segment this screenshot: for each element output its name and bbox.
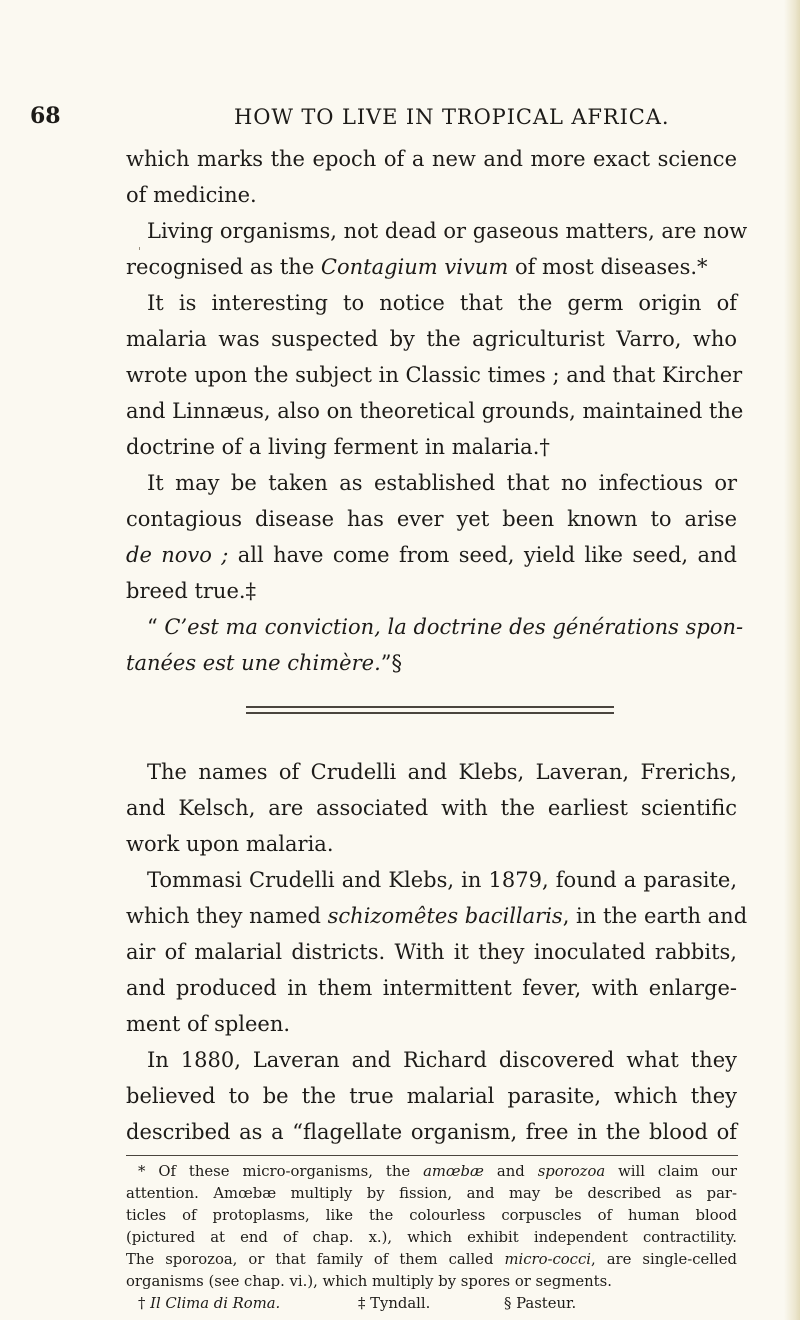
text-line: It may be taken as established that no infectious or: [147, 471, 737, 495]
text-line: work upon malaria.: [126, 832, 334, 856]
running-head: [30, 103, 770, 133]
text-line: Living organisms, not dead or gaseous matters, are now: [147, 219, 748, 243]
text-line: described as a “flagellate organism, free in the blood of: [126, 1120, 737, 1144]
running-title: HOW TO LIVE IN TROPICAL AFRICA.: [234, 105, 670, 129]
text-line: malaria was suspected by the agriculturist Varro, who: [126, 327, 737, 351]
text-line: doctrine of a living ferment in malaria.†: [126, 435, 550, 459]
text-line: wrote upon the subject in Classic times ; and that Kircher: [126, 363, 743, 387]
text-line: and produced in them intermittent fever, with enlarge-: [126, 976, 737, 1000]
footnote-double-dagger: ‡ Tyndall.: [358, 1295, 431, 1312]
stray-mark: ': [138, 245, 142, 258]
footnote-line: attention. Amœbæ multiply by fission, and may be described as par-: [126, 1185, 737, 1202]
text-line: It is interesting to notice that the germ origin of: [147, 291, 737, 315]
footnote-line: organisms (see chap. vi.), which multiply by spores or segments.: [126, 1273, 612, 1290]
text-line: Tommasi Crudelli and Klebs, in 1879, found a parasite,: [147, 868, 737, 892]
text-line: tanées est une chimère.”§: [126, 651, 402, 675]
footnote-line: (pictured at end of chap. x.), which exhibit independent contractility.: [126, 1229, 737, 1246]
page-edge-shadow: [784, 0, 800, 1320]
text-line: which they named schizomêtes bacillaris, in the earth and: [126, 904, 748, 928]
text-line: recognised as the Contagium vivum of most diseases.*: [126, 255, 708, 279]
text-line: ment of spleen.: [126, 1012, 291, 1036]
text-line: “ C’est ma conviction, la doctrine des générations spon-: [147, 615, 744, 639]
section-divider-top: [246, 706, 614, 708]
footnote-dagger: † Il Clima di Roma.: [138, 1295, 281, 1312]
text-line: believed to be the true malarial parasite, which they: [126, 1084, 737, 1108]
text-line: In 1880, Laveran and Richard discovered what they: [147, 1048, 737, 1072]
page-number: 68: [30, 103, 61, 129]
text-line: and Kelsch, are associated with the earliest scientific: [126, 796, 737, 820]
text-line: The names of Crudelli and Klebs, Laveran, Frerichs,: [147, 760, 737, 784]
text-line: and Linnæus, also on theoretical grounds, maintained the: [126, 399, 744, 423]
footnote-line: ticles of protoplasms, like the colourless corpuscles of human blood: [126, 1207, 737, 1224]
section-divider-bottom: [246, 712, 614, 714]
footnote-divider: [126, 1155, 738, 1156]
text-line: of medicine.: [126, 183, 257, 207]
text-line: which marks the epoch of a new and more exact science: [126, 147, 737, 171]
text-line: de novo ; all have come from seed, yield like seed, and: [126, 543, 737, 567]
text-line: air of malarial districts. With it they inoculated rabbits,: [126, 940, 737, 964]
footnote-line: The sporozoa, or that family of them called micro-cocci, are single-celled: [126, 1251, 737, 1268]
text-line: contagious disease has ever yet been known to arise: [126, 507, 737, 531]
text-line: breed true.‡: [126, 579, 257, 603]
footnote-line: * Of these micro-organisms, the amœbæ and sporozoa will claim our: [138, 1163, 738, 1180]
footnote-section: § Pasteur.: [504, 1295, 577, 1312]
